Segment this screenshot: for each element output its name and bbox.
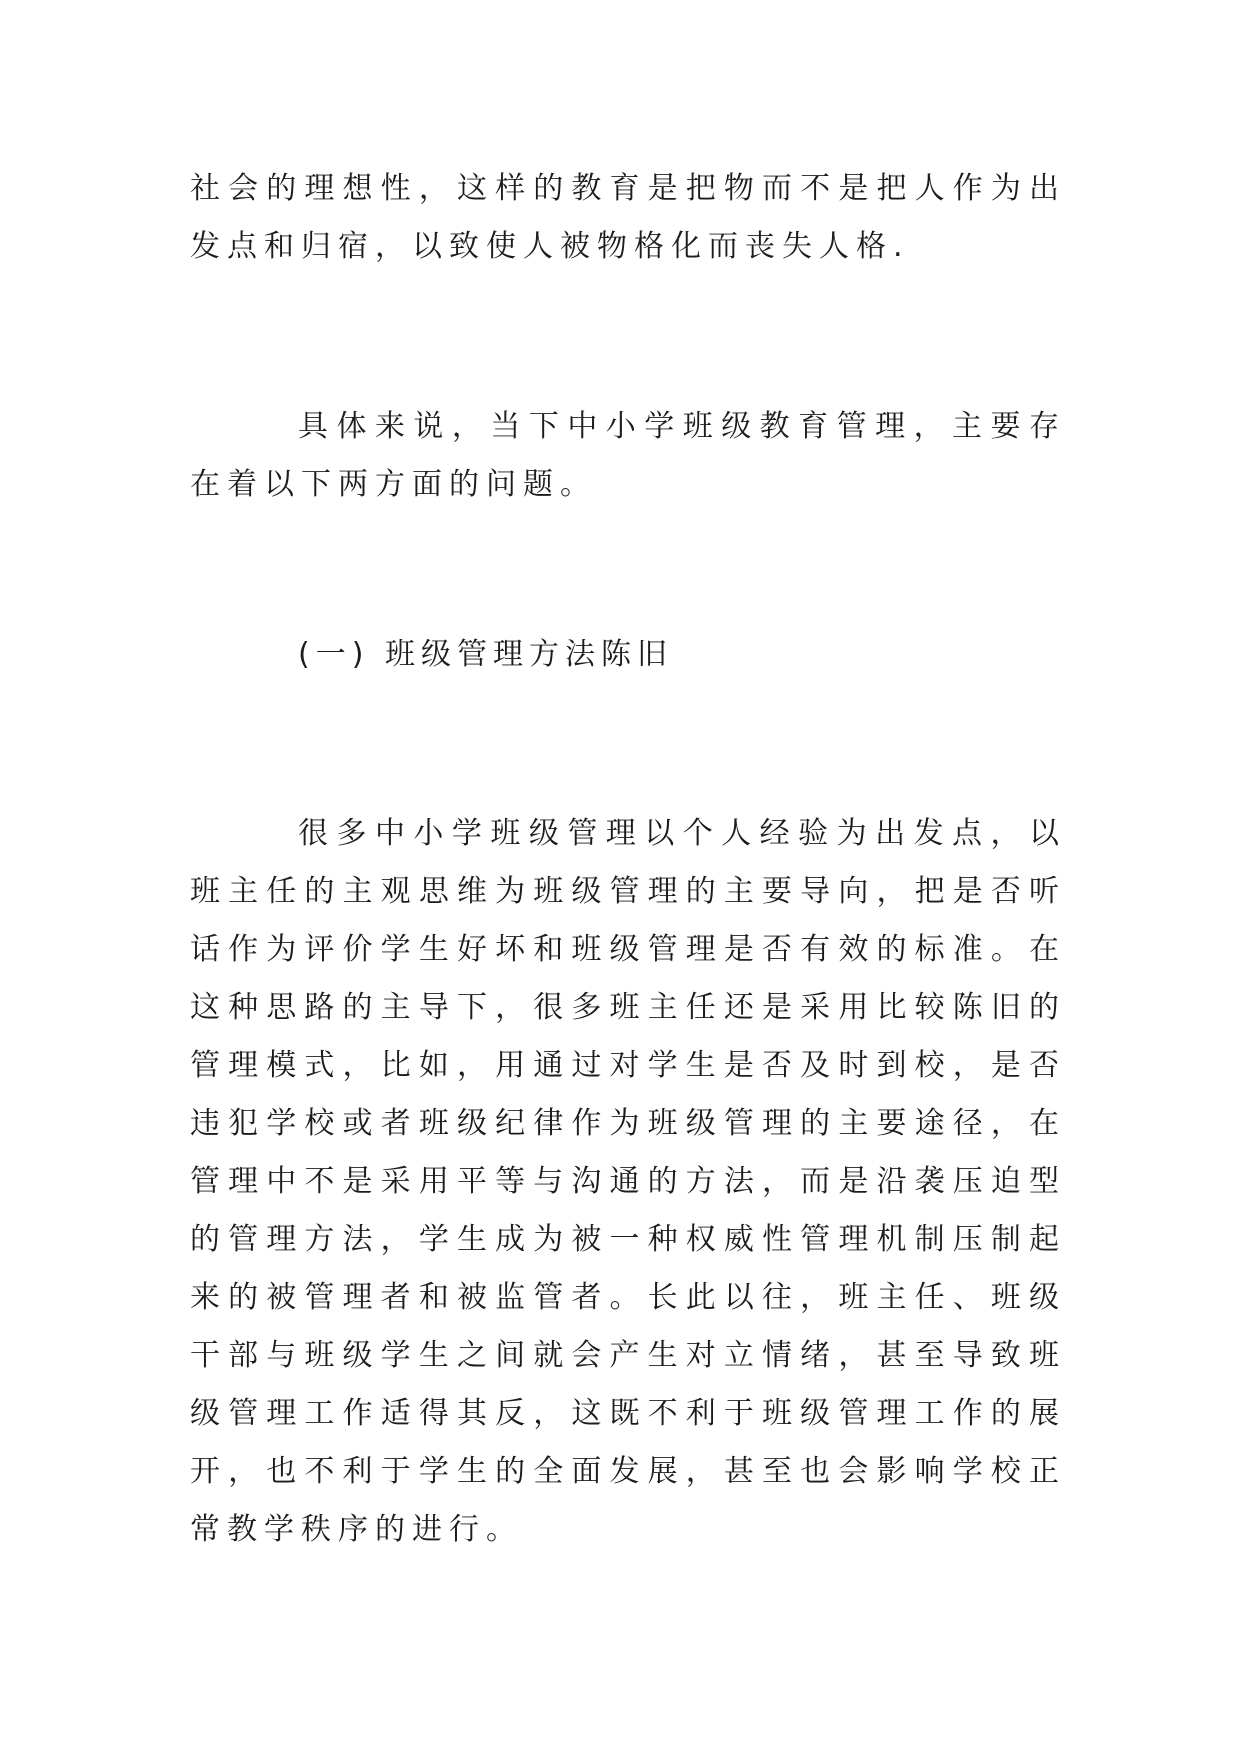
paragraph-continuation: 社会的理想性，这样的教育是把物而不是把人作为出发点和归宿，以致使人被物格化而丧失人格. <box>190 171 1066 264</box>
paragraph-body: 很多中小学班级管理以个人经验为出发点，以班主任的主观思维为班级管理的主要导向，把是否听话作为评价学生好坏和班级管理是否有效的标准。在这种思路的主导下，很多班主任还是采用比较陈旧的管理模式，比如，用通过对学生是否及时到校，是否违犯学校或者班级纪律作为班级管理的主要途径，在管理中不是采用平等与沟通的方法，而是沿袭压迫型的管理方法，学生成为被一种权威性管理机制压制起来的被管理者和被监管者。长此以往，班主任、班级干部与班级学生之间就会产生对立情绪，甚至导致班级管理工作适得其反，这既不利于班级管理工作的展开，也不利于学生的全面发展，甚至也会影响学校正常教学秩序的进行。 <box>190 816 1066 1547</box>
section-heading: (一) 班级管理方法陈旧 <box>298 637 673 672</box>
paragraph-intro: 具体来说，当下中小学班级教育管理，主要存在着以下两方面的问题。 <box>190 409 1066 502</box>
